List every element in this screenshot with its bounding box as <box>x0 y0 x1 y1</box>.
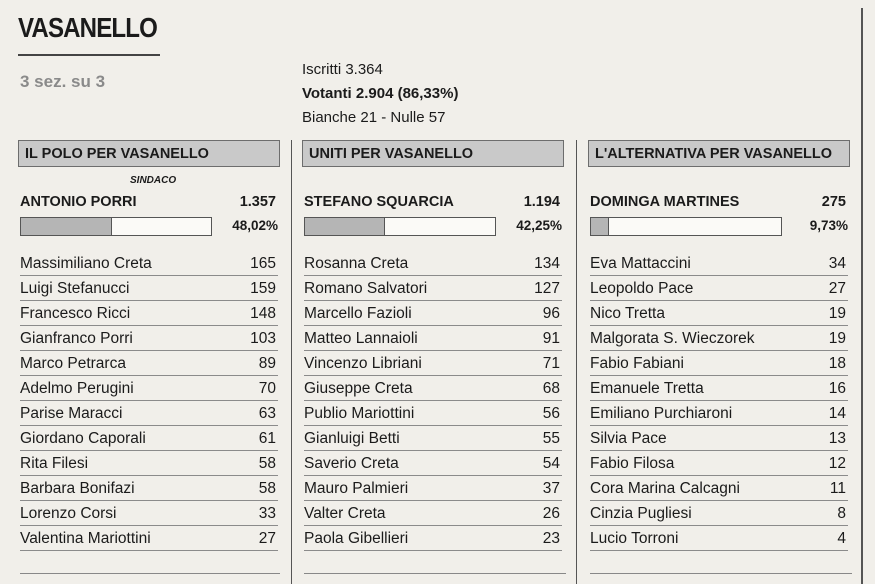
councillor-row <box>20 276 278 301</box>
councillor-votes: 54 <box>542 455 560 472</box>
councillor-votes: 33 <box>258 505 276 522</box>
list-column <box>302 140 564 584</box>
councillor-row <box>590 376 848 401</box>
vote-share-bar <box>20 217 212 236</box>
councillor-votes: 8 <box>837 505 846 522</box>
councillor-name: Massimiliano Creta <box>20 255 152 272</box>
councillor-votes: 148 <box>250 305 276 322</box>
vote-share-fill <box>305 218 385 235</box>
councillor-name: Romano Salvatori <box>304 280 428 297</box>
list-name-header: UNITI PER VASANELLO <box>302 140 564 167</box>
councillor-votes: 159 <box>250 280 276 297</box>
title-underline <box>18 54 160 56</box>
councillor-name: Publio Mariottini <box>304 405 415 422</box>
councillor-votes: 61 <box>258 430 276 447</box>
candidate-votes: 1.194 <box>523 194 560 210</box>
councillor-name: Matteo Lannaioli <box>304 330 418 347</box>
councillor-votes: 165 <box>250 255 276 272</box>
councillor-votes: 18 <box>828 355 846 372</box>
councillor-row <box>590 276 848 301</box>
councillor-row <box>304 351 562 376</box>
councillor-votes: 127 <box>534 280 560 297</box>
councillor-list <box>304 251 562 551</box>
councillor-votes: 71 <box>542 355 560 372</box>
councillor-name: Cinzia Pugliesi <box>590 505 692 522</box>
councillor-votes: 63 <box>258 405 276 422</box>
right-border-rule <box>861 8 863 584</box>
councillor-row <box>304 501 562 526</box>
sindaco-label: SINDACO <box>130 175 177 186</box>
councillor-votes: 37 <box>542 480 560 497</box>
councillor-row <box>304 251 562 276</box>
councillor-name: Lucio Torroni <box>590 530 679 547</box>
councillor-row <box>304 326 562 351</box>
councillor-votes: 70 <box>258 380 276 397</box>
councillor-row <box>20 376 278 401</box>
councillor-row <box>20 351 278 376</box>
councillor-votes: 103 <box>250 330 276 347</box>
councillor-votes: 26 <box>542 505 560 522</box>
councillor-row <box>20 326 278 351</box>
councillor-name: Mauro Palmieri <box>304 480 409 497</box>
councillor-row <box>590 501 848 526</box>
councillor-votes: 13 <box>828 430 846 447</box>
councillor-row <box>304 376 562 401</box>
councillor-row <box>304 451 562 476</box>
councillor-row <box>20 426 278 451</box>
councillor-name: Cora Marina Calcagni <box>590 480 740 497</box>
councillor-row <box>304 301 562 326</box>
vote-share-percent: 9,73% <box>809 218 848 233</box>
councillor-name: Adelmo Perugini <box>20 380 134 397</box>
councillor-row <box>590 301 848 326</box>
councillor-row <box>304 526 562 551</box>
councillor-name: Luigi Stefanucci <box>20 280 130 297</box>
list-name-header: IL POLO PER VASANELLO <box>18 140 280 167</box>
councillor-row <box>590 351 848 376</box>
councillor-row <box>590 426 848 451</box>
councillor-row <box>20 401 278 426</box>
councillor-row <box>20 526 278 551</box>
vote-share-fill <box>591 218 609 235</box>
councillor-name: Vincenzo Libriani <box>304 355 422 372</box>
councillor-name: Rosanna Creta <box>304 255 409 272</box>
councillor-votes: 19 <box>828 305 846 322</box>
councillor-name: Francesco Ricci <box>20 305 131 322</box>
councillor-votes: 19 <box>828 330 846 347</box>
councillor-votes: 91 <box>542 330 560 347</box>
vote-share-percent: 48,02% <box>232 218 278 233</box>
councillor-row <box>590 401 848 426</box>
votanti-text: Votanti 2.904 (86,33%) <box>302 85 459 102</box>
list-column <box>588 140 850 584</box>
councillor-name: Giuseppe Creta <box>304 380 413 397</box>
councillor-name: Silvia Pace <box>590 430 667 447</box>
town-title: VASANELLO <box>18 12 157 43</box>
councillor-row <box>304 476 562 501</box>
councillor-votes: 4 <box>837 530 846 547</box>
bottom-rule <box>304 573 566 574</box>
councillor-row <box>590 251 848 276</box>
column-separator <box>576 140 577 584</box>
councillor-row <box>20 476 278 501</box>
councillor-votes: 89 <box>258 355 276 372</box>
councillor-name: Emiliano Purchiaroni <box>590 405 733 422</box>
candidate-votes: 1.357 <box>239 194 276 210</box>
councillor-votes: 27 <box>828 280 846 297</box>
councillor-name: Parise Maracci <box>20 405 123 422</box>
councillor-votes: 58 <box>258 455 276 472</box>
vote-share-bar <box>304 217 496 236</box>
column-separator <box>291 140 292 584</box>
councillor-votes: 14 <box>828 405 846 422</box>
turnout-stats <box>302 58 458 130</box>
councillor-name: Gianfranco Porri <box>20 330 133 347</box>
councillor-row <box>304 401 562 426</box>
councillor-row <box>20 301 278 326</box>
councillor-votes: 55 <box>542 430 560 447</box>
councillor-row <box>304 276 562 301</box>
councillor-name: Rita Filesi <box>20 455 89 472</box>
councillor-name: Lorenzo Corsi <box>20 505 117 522</box>
councillor-row <box>20 501 278 526</box>
bottom-rule <box>20 573 280 574</box>
candidate-name: STEFANO SQUARCIA <box>304 194 454 210</box>
iscritti-text: Iscritti 3.364 <box>302 61 383 78</box>
councillor-row <box>590 526 848 551</box>
councillor-list <box>20 251 278 551</box>
vote-share-bar <box>590 217 782 236</box>
candidate-name: ANTONIO PORRI <box>20 194 137 210</box>
councillor-name: Saverio Creta <box>304 455 399 472</box>
councillor-name: Malgorata S. Wieczorek <box>590 330 755 347</box>
councillor-row <box>304 426 562 451</box>
councillor-votes: 96 <box>542 305 560 322</box>
councillor-votes: 11 <box>829 480 846 497</box>
bianche-nulle-text: Bianche 21 - Nulle 57 <box>302 109 446 126</box>
councillor-name: Gianluigi Betti <box>304 430 400 447</box>
councillor-name: Marcello Fazioli <box>304 305 412 322</box>
councillor-votes: 16 <box>828 380 846 397</box>
vote-share-fill <box>21 218 112 235</box>
councillor-votes: 12 <box>828 455 846 472</box>
councillor-votes: 23 <box>542 530 560 547</box>
councillor-name: Leopoldo Pace <box>590 280 694 297</box>
councillor-name: Paola Gibellieri <box>304 530 409 547</box>
list-column <box>18 140 280 584</box>
councillor-name: Eva Mattaccini <box>590 255 691 272</box>
councillor-row <box>590 326 848 351</box>
councillor-list <box>590 251 848 551</box>
councillor-row <box>20 251 278 276</box>
councillor-votes: 34 <box>828 255 846 272</box>
councillor-name: Nico Tretta <box>590 305 665 322</box>
councillor-votes: 134 <box>534 255 560 272</box>
candidate-votes: 275 <box>821 194 846 210</box>
councillor-name: Emanuele Tretta <box>590 380 704 397</box>
councillor-votes: 68 <box>542 380 560 397</box>
councillor-votes: 58 <box>258 480 276 497</box>
councillor-name: Barbara Bonifazi <box>20 480 135 497</box>
councillor-name: Fabio Fabiani <box>590 355 684 372</box>
councillor-name: Valentina Mariottini <box>20 530 151 547</box>
councillor-row <box>20 451 278 476</box>
councillor-name: Fabio Filosa <box>590 455 675 472</box>
bottom-rule <box>590 573 852 574</box>
list-name-header: L'ALTERNATIVA PER VASANELLO <box>588 140 850 167</box>
councillor-name: Marco Petrarca <box>20 355 126 372</box>
councillor-row <box>590 451 848 476</box>
councillor-votes: 56 <box>542 405 560 422</box>
sections-counted: 3 sez. su 3 <box>20 72 106 91</box>
councillor-name: Valter Creta <box>304 505 386 522</box>
councillor-votes: 27 <box>258 530 276 547</box>
candidate-name: DOMINGA MARTINES <box>590 194 740 210</box>
vote-share-percent: 42,25% <box>516 218 562 233</box>
councillor-name: Giordano Caporali <box>20 430 146 447</box>
councillor-row <box>590 476 848 501</box>
